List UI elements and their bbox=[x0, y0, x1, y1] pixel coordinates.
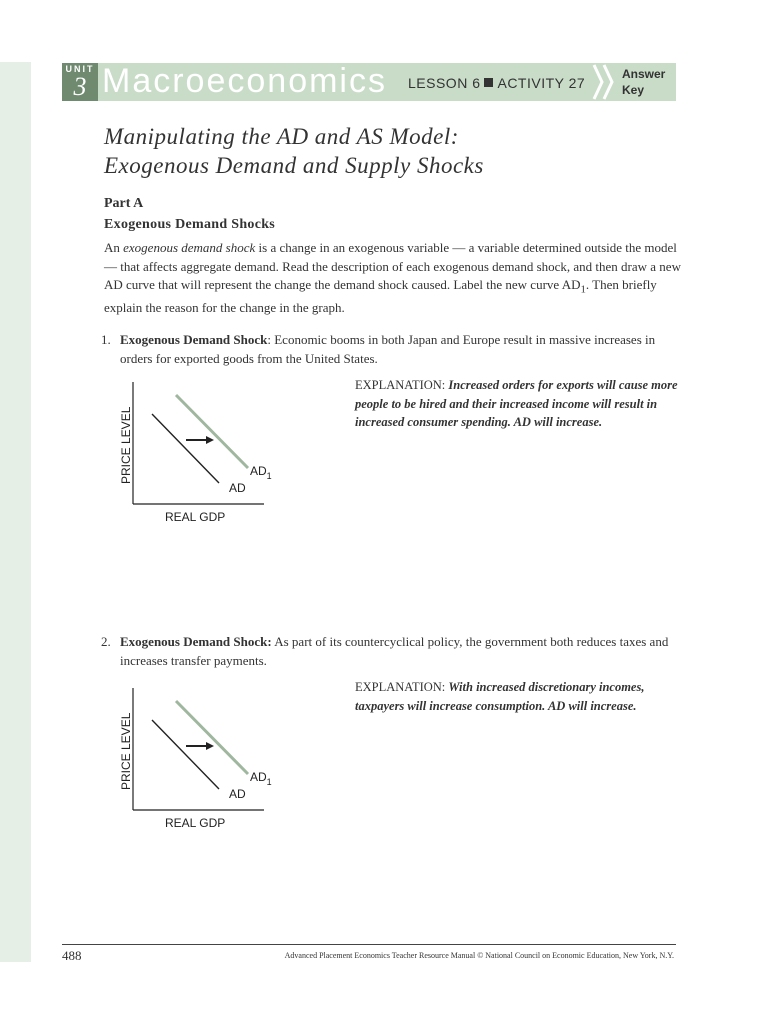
unit-badge bbox=[62, 63, 98, 101]
intro-sub: 1 bbox=[580, 283, 586, 296]
ad-label: AD bbox=[229, 787, 246, 801]
left-margin-band bbox=[0, 62, 31, 962]
ad-curve bbox=[152, 720, 219, 789]
unit-banner bbox=[62, 63, 676, 101]
intro-post: is a change in an exogenous variable — a variable determined outside the model — that affects aggregate demand. Read the description of each exogenous demand shock, and then draw a new AD curve that will represent the change the demand shock caused. Label the new curve AD bbox=[104, 240, 681, 292]
y-axis-label: PRICE LEVEL bbox=[119, 406, 133, 484]
question-label: Exogenous Demand Shock: bbox=[120, 634, 272, 649]
course-title: Macroeconomics bbox=[102, 62, 387, 100]
ad1-label-main: AD bbox=[250, 770, 267, 784]
intro-term: exogenous demand shock bbox=[123, 240, 256, 255]
question-text: : Economic booms in both Japan and Europe result in massive increases in orders for exported goods from the United States. bbox=[120, 332, 656, 366]
ad1-label-main: AD bbox=[250, 464, 267, 478]
ad1-label bbox=[250, 464, 272, 481]
title-line2: Exogenous Demand and Supply Shocks bbox=[104, 153, 484, 178]
question-body bbox=[120, 632, 684, 670]
intro-paragraph bbox=[104, 239, 684, 318]
square-bullet-icon bbox=[484, 78, 493, 87]
question-label: Exogenous Demand Shock bbox=[120, 332, 268, 347]
lesson-label: LESSON 6 bbox=[408, 75, 481, 91]
page-number: 488 bbox=[62, 948, 82, 963]
answer-key-line2: Key bbox=[622, 83, 645, 97]
title-line1: Manipulating the AD and AS Model: bbox=[104, 124, 459, 149]
chevron-right-icon bbox=[590, 63, 620, 101]
ad1-label-sub: 1 bbox=[266, 777, 272, 787]
question-1 bbox=[101, 330, 684, 368]
ad1-curve bbox=[176, 701, 248, 774]
lesson-activity bbox=[408, 75, 585, 91]
activity-label: ACTIVITY 27 bbox=[497, 75, 586, 91]
explanation-answer: With increased discretionary incomes, taxpayers will increase consumption. AD will increase. bbox=[355, 680, 645, 713]
question-body bbox=[120, 330, 684, 368]
ad1-curve bbox=[176, 395, 248, 468]
answer-key-label bbox=[622, 66, 665, 98]
ad-graph-1 bbox=[114, 376, 274, 536]
ad-curve bbox=[152, 414, 219, 483]
ad1-label-sub: 1 bbox=[266, 471, 272, 481]
x-axis-label: REAL GDP bbox=[165, 510, 226, 524]
explanation-label: EXPLANATION: bbox=[355, 378, 449, 392]
y-axis-label: PRICE LEVEL bbox=[119, 712, 133, 790]
ad-graph-2 bbox=[114, 682, 274, 842]
explanation-label: EXPLANATION: bbox=[355, 680, 449, 694]
unit-label: UNIT bbox=[65, 64, 95, 74]
question-text: As part of its countercyclical policy, the government both reduces taxes and increases transfer payments. bbox=[120, 634, 669, 668]
unit-number: 3 bbox=[73, 72, 87, 101]
explanation-2 bbox=[355, 678, 685, 715]
intro-end: . Then briefly explain the reason for the change in the graph. bbox=[104, 277, 657, 316]
right-arrow-icon bbox=[206, 436, 214, 444]
answer-key-line1: Answer bbox=[622, 67, 666, 81]
part-heading: Part A bbox=[104, 196, 144, 211]
section-heading: Exogenous Demand Shocks bbox=[104, 217, 276, 232]
ad-label: AD bbox=[229, 481, 246, 495]
explanation-1 bbox=[355, 376, 685, 432]
right-arrow-icon bbox=[206, 742, 214, 750]
intro-pre: An bbox=[104, 240, 124, 255]
question-number: 1. bbox=[101, 332, 111, 347]
page-title bbox=[104, 122, 484, 180]
question-2 bbox=[101, 632, 684, 670]
explanation-answer: Increased orders for exports will cause more people to be hired and their increased income will result in increased consumer spending. AD will increase. bbox=[355, 378, 678, 429]
x-axis-label: REAL GDP bbox=[165, 816, 226, 830]
question-number: 2. bbox=[101, 634, 111, 649]
footer-citation: Advanced Placement Economics Teacher Resource Manual © National Council on Economic Education, New York, N.Y. bbox=[284, 951, 674, 960]
ad1-label bbox=[250, 770, 272, 787]
footer-divider bbox=[62, 944, 676, 945]
